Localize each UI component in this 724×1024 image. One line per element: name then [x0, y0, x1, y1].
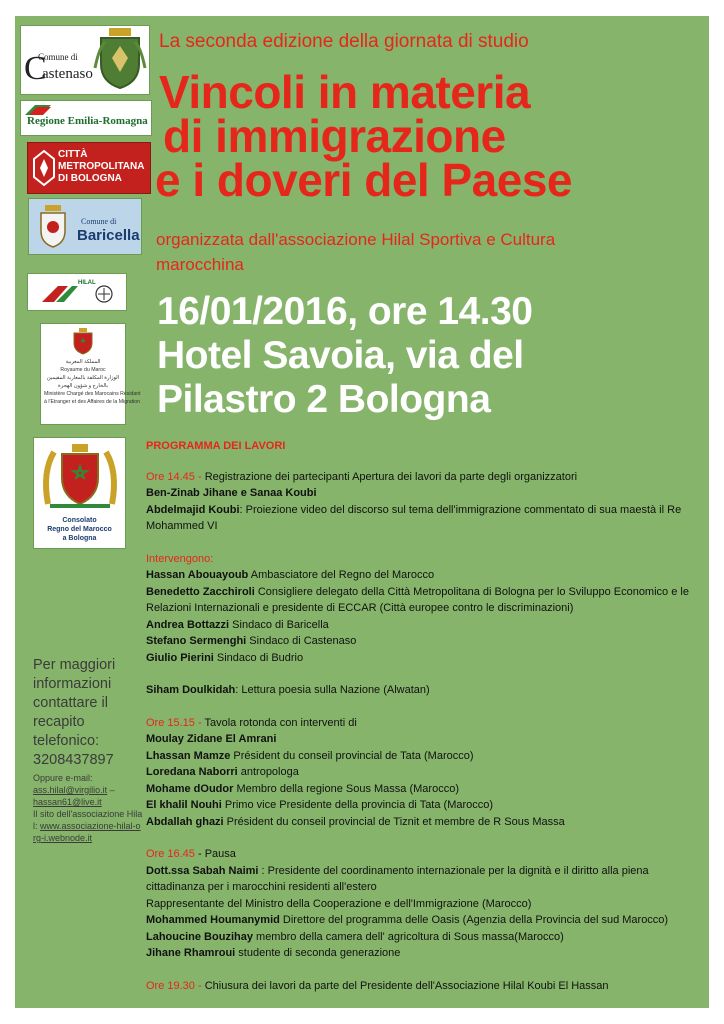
session1-hosts — [146, 485, 691, 502]
contact-block — [33, 656, 143, 844]
session1-time: Ore 14.45 - — [146, 470, 202, 483]
logo-ministero — [40, 323, 141, 425]
main-title-line-1: Vincoli in materia — [159, 66, 531, 118]
panelist-item — [146, 781, 691, 798]
speaker-item — [146, 567, 691, 584]
email-link-1[interactable]: ass.hilal@virgilio.it — [33, 785, 108, 795]
event-venue-line-2: Pilastro 2 Bologna — [157, 378, 491, 421]
organizer-line-2: marocchina — [156, 255, 244, 274]
session3-name: Jihane Rhamroui — [146, 947, 236, 959]
ministero-line-2: Royaume du Maroc — [60, 367, 106, 373]
session4-time: Ore 19.30 - — [146, 979, 202, 992]
consolato-line-3: a Bologna — [62, 535, 97, 542]
session2-time: Ore 15.15 - — [146, 716, 202, 729]
ministero-line-6: à l'Etranger et des Affaires de la Migration — [44, 399, 141, 405]
speaker-name: Andrea Bottazzi — [146, 618, 230, 631]
main-title-line-3: e i doveri del Paese — [155, 154, 573, 206]
hilal-label: HILAL — [78, 280, 96, 286]
panelist-item — [146, 748, 691, 765]
contact-line-5: telefonico: — [33, 733, 100, 749]
panelist-desc: Président du conseil provincial de Tata (Marocco) — [230, 749, 474, 762]
session2-text: Tavola rotonda con interventi di — [201, 716, 357, 729]
speaker-name: Giulio Pierini — [146, 651, 214, 664]
speaker-item — [146, 650, 691, 667]
session1-abdelmajid — [146, 502, 691, 535]
speaker-item — [146, 584, 691, 617]
email-label: Oppure e-mail: — [33, 773, 93, 783]
session3-time: Ore 16.45 — [146, 848, 195, 860]
panelist-name: Loredana Naborri — [146, 766, 238, 778]
naimi-desc: : Presidente del coordinamento internazionale per la dignità e il diritto alla piena cittadinanza per i marocchini residenti all'estero — [146, 864, 649, 893]
email-link-2[interactable]: hassan61@live.it — [33, 797, 102, 807]
citta-line-3: DI BOLOGNA — [58, 173, 122, 184]
speaker-name: Benedetto Zacchiroli — [146, 585, 255, 598]
session3-item — [146, 945, 691, 962]
session1-text: Registrazione dei partecipanti Apertura dei lavori da parte degli organizzatori — [201, 470, 578, 483]
panelist-name: Moulay Zidane El Amrani — [146, 733, 277, 745]
castenaso-name: astenaso — [42, 66, 93, 82]
session3-desc: Direttore del programma delle Oasis (Agenzia della Provincia del sud Marocco) — [279, 914, 669, 926]
program-title: PROGRAMMA DEI LAVORI — [146, 440, 286, 452]
speaker-name: Stefano Sermenghi — [146, 635, 247, 647]
speaker-desc: Sindaco di Castenaso — [246, 635, 357, 647]
session2-line — [146, 715, 691, 732]
site-link[interactable]: www.associazione-hilal-org-i.webnode.it — [33, 821, 141, 843]
contact-line-1: Per maggiori — [33, 657, 116, 673]
representative-line: Rappresentante del Ministro della Cooperazione e dell'Immigrazione (Marocco) — [146, 897, 532, 910]
panelist-item — [146, 764, 691, 781]
session3-text: - Pausa — [194, 848, 236, 860]
panelist-desc: Primo vice Presidente della provincia di Tata (Marocco) — [221, 799, 494, 811]
event-details — [157, 290, 532, 422]
logo-emilia-romagna — [20, 100, 152, 136]
panelist-name: Abdallah ghazi — [146, 815, 224, 828]
panelist-desc: Président du conseil provincial de Tiznit et membre de R Sous Massa — [223, 815, 565, 828]
emilia-romagna-flag-icon — [25, 105, 51, 115]
contact-line-2: informazioni — [33, 676, 112, 692]
ministero-line-1: المملكة المغربية — [65, 359, 101, 365]
ministero-text — [44, 358, 141, 406]
email-separator: – — [107, 785, 115, 795]
event-datetime: 16/01/2016, ore 14.30 — [157, 290, 533, 333]
session3-desc: membro della camera dell' agricoltura di Sous massa(Marocco) — [252, 930, 564, 943]
session4-line — [146, 978, 691, 995]
session3-desc: studente di seconda generazione — [235, 947, 401, 959]
session1-line — [146, 469, 691, 486]
event-venue-line-1: Hotel Savoia, via del — [157, 334, 524, 377]
poetry-name: Siham Doulkidah — [146, 684, 236, 696]
speaker-item — [146, 617, 691, 634]
session3-name: Lahoucine Bouzihay — [146, 930, 253, 943]
contact-email-block — [33, 772, 143, 844]
speaker-desc: Consigliere delegato della Città Metropolitana di Bologna per lo Sviluppo Economico e le Relazioni Internazionali e presidente di ECCAR (Città europee contro le discriminazioni) — [146, 585, 689, 614]
header-subtitle: La seconda edizione della giornata di studio — [159, 31, 529, 52]
emilia-romagna-label: Regione Emilia-Romagna — [27, 115, 148, 127]
citta-line-1: CITTÀ — [58, 149, 88, 160]
morocco-coat-of-arms-icon — [71, 328, 95, 354]
consolato-coat-of-arms-icon — [40, 442, 120, 512]
panelist-desc: Membro della regione Sous Massa (Marocco) — [233, 782, 459, 795]
naimi-name: Dott.ssa Sabah Naimi — [146, 864, 259, 877]
panelist-item — [146, 814, 691, 831]
panelist-item — [146, 731, 691, 748]
logo-castenaso — [20, 25, 150, 95]
ministero-line-3: الوزارة المكلفة بالمغاربة المقيمين — [46, 375, 120, 381]
session3-item — [146, 929, 691, 946]
consolato-line-2: Regno del Marocco — [47, 526, 112, 533]
contact-line-3: contattare il — [33, 695, 108, 711]
abdelmajid-desc: : Proiezione video del discorso sul tema dell'immigrazione commentato di sua maestà il Re Mohammed VI — [146, 503, 682, 532]
site-label: Il sito dell'associazione Hilal: — [33, 809, 143, 831]
panelist-name: Lhassan Mamze — [146, 749, 231, 762]
logo-citta-metropolitana — [27, 142, 151, 194]
baricella-crest-icon — [39, 205, 67, 247]
logo-baricella — [28, 198, 142, 255]
citta-line-2: METROPOLITANA — [58, 161, 145, 172]
abdelmajid-name: Abdelmajid Koubi — [146, 503, 240, 516]
session3-line — [146, 846, 691, 863]
panelist-desc: antropologa — [237, 766, 299, 778]
session1-hosts-names: Ben-Zinab Jihane e Sanaa Koubi — [146, 487, 317, 499]
poetry-line — [146, 682, 691, 699]
baricella-prefix: Comune di — [81, 217, 117, 226]
panelist-name: Mohame dOudor — [146, 782, 234, 795]
ministero-line-4: بالخارج و شؤون الهجرة — [58, 383, 108, 389]
speaker-item — [146, 633, 691, 650]
citta-metropolitana-text — [58, 149, 144, 185]
poetry-desc: : Lettura poesia sulla Nazione (Alwatan) — [235, 684, 430, 696]
session3-name: Mohammed Houmanymid — [146, 914, 280, 926]
logo-consolato — [33, 437, 126, 549]
speakers-label: Intervengono: — [146, 552, 214, 565]
castenaso-initial: C — [24, 50, 47, 87]
speaker-desc: Sindaco di Baricella — [229, 618, 329, 631]
castenaso-crest-icon — [95, 28, 145, 90]
speaker-desc: Sindaco di Budrio — [213, 651, 304, 664]
logo-hilal — [27, 273, 127, 311]
panelist-name: El khalil Nouhi — [146, 799, 222, 811]
organizer-line-1: organizzata dall'associazione Hilal Sportiva e Cultura — [156, 230, 556, 249]
consolato-text — [34, 516, 125, 543]
contact-line-4: recapito — [33, 714, 85, 730]
session4-text: Chiusura dei lavori da parte del Presidente dell'Associazione Hilal Koubi El Hassan — [201, 979, 609, 992]
consolato-line-1: Consolato — [62, 517, 97, 524]
ministero-line-5: Ministère Chargé des Marocains Résidant — [44, 391, 141, 397]
speaker-desc: Ambasciatore del Regno del Marocco — [248, 569, 435, 581]
main-title — [155, 66, 573, 206]
program-section — [146, 438, 691, 994]
panelist-item — [146, 797, 691, 814]
naimi-item — [146, 863, 691, 896]
citta-metropolitana-emblem-icon — [34, 151, 54, 185]
organizer-text — [156, 227, 555, 277]
castenaso-prefix: Comune di — [38, 52, 78, 62]
session3-item — [146, 912, 691, 929]
speaker-name: Hassan Abouayoub — [146, 569, 249, 581]
main-title-line-2: di immigrazione — [163, 110, 506, 162]
contact-phone: 3208437897 — [33, 752, 114, 768]
baricella-name: Baricella — [77, 227, 140, 244]
